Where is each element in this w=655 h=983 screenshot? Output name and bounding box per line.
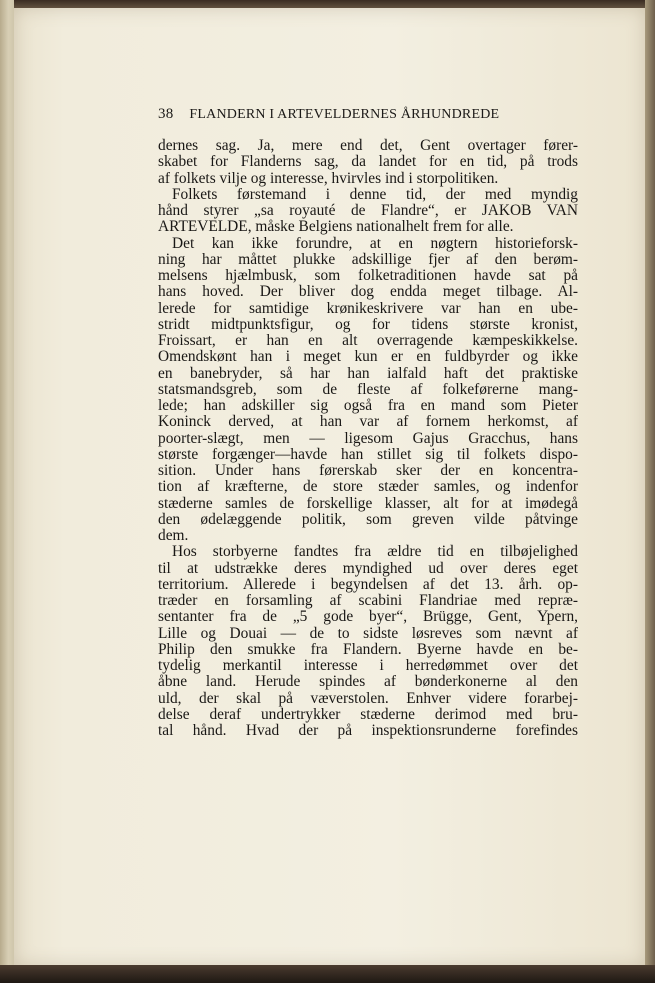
text-line: skabet for Flanderns sag, da landet for en tid, på trods <box>158 153 578 171</box>
text-line: Folkets førstemand i denne tid, der med myndig <box>172 185 578 203</box>
text-line: melsens hjælmbusk, som folketraditionen havde sat på <box>158 267 578 284</box>
text-line: dernes sag. Ja, mere end det, Gent overtager fører- <box>158 137 578 154</box>
text-line: til at udstrække deres myndighed ud over deres eget <box>158 559 578 577</box>
text-line: uld, der skal på væverstolen. Enhver videre forarbej- <box>158 689 578 707</box>
page-number: 38 <box>158 106 174 122</box>
text-line: største forgænger—havde han stillet sig til folkets dispo- <box>158 445 578 463</box>
text-line: tion af kræfterne, de store stæder samles, og indenfor <box>158 478 578 496</box>
text-line: en banebryder, så har han ialfald haft det praktiske <box>158 364 578 382</box>
running-title: FLANDERN I ARTEVELDERNES ÅRHUNDREDE <box>189 107 500 122</box>
text-line: hans hoved. Der bliver dog endda meget tilbage. Al- <box>158 283 578 301</box>
text-line: Koninck derved, at han var af fornem herkomst, af <box>158 413 578 431</box>
text-line: den ødelæggende politik, som greven vilde påtvinge <box>158 510 578 528</box>
text-line: Philip den smukke fra Flandern. Byerne havde en be- <box>158 640 578 658</box>
text-line: stridt midtpunktsfigur, og for tidens største kronist, <box>158 315 578 333</box>
book-bottom-edge <box>0 965 655 983</box>
text-line: sentanter fra de „5 gode byer“, Brügge, Gent, Ypern, <box>158 608 578 626</box>
text-line: stæderne samles de forskellige klasser, alt for at imødegå <box>158 494 578 512</box>
text-line: af folkets vilje og interesse, hvirvles ind i storpolitiken. <box>158 169 499 187</box>
text-line: ning har måttet plukke adskillige fjer af den berøm- <box>158 250 578 268</box>
body-text <box>158 138 578 739</box>
text-line: Omendskønt han i meget kun er en fuldbyrder og ikke <box>158 348 578 366</box>
text-line: tal hånd. Hvad der på inspektionsrunderne forefindes <box>158 722 578 739</box>
text-line: delse deraf undertrykker stæderne derimod med bru- <box>158 705 578 723</box>
text-line: territorium. Allerede i begyndelsen af det 13. årh. op- <box>158 575 578 593</box>
text-line: lerede for samtidige krønikeskrivere var han en ube- <box>158 299 578 317</box>
text-line: poorter-slægt, men — ligesom Gajus Gracchus, hans <box>158 429 578 447</box>
text-line: åbne land. Herude spindes af bønderkonerne al den <box>158 673 578 691</box>
text-line: Hos storbyerne fandtes fra ældre tid en tilbøjelighed <box>172 543 578 561</box>
text-line: tydelig merkantil interesse i herredømmet over det <box>158 657 578 674</box>
text-line: Det kan ikke forundre, at en nøgtern historieforsk- <box>172 234 578 252</box>
book-fore-edge <box>645 0 655 983</box>
text-line: hånd styrer „sa royauté de Flandre“, er JAKOB VAN <box>158 202 578 219</box>
text-line: Froissart, er han en alt overragende kæmpeskikkelse. <box>158 332 578 349</box>
text-line: statsmandsgreb, som de fleste af folkeførerne mang- <box>158 380 578 398</box>
text-line: Lille og Douai — de to sidste løsreves som nævnt af <box>158 624 578 642</box>
text-line: lede; han adskiller sig også fra en mand som Pieter <box>158 397 578 414</box>
text-line: sition. Under hans førerskab sker der en koncentra- <box>158 462 578 479</box>
text-line: ARTEVELDE, måske Belgiens nationalhelt frem for alle. <box>158 218 514 236</box>
running-header <box>158 106 588 123</box>
book-spine-edge <box>0 0 14 983</box>
text-line: dem. <box>158 527 189 544</box>
text-line: træder en forsamling af scabini Flandriae med repræ- <box>158 592 578 609</box>
